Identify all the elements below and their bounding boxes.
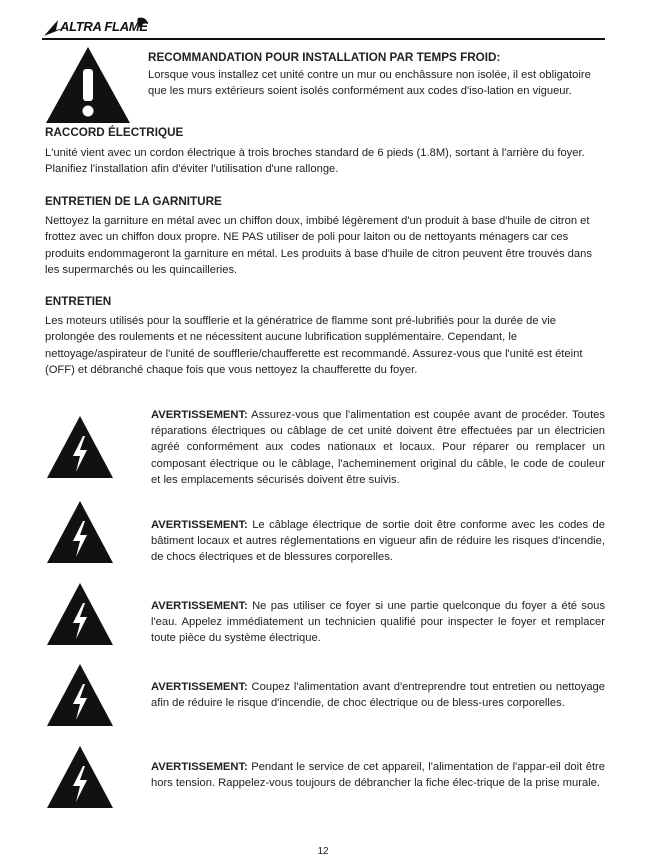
header-rule	[42, 38, 605, 40]
warning-1-text: Assurez-vous que l'alimentation est coupée avant de procéder. Toutes réparations électriques ou câblage de cet unité doivent être effectuées par un électricien agréé conformément aux codes nationaux et locaux. Pour réparer ou remplacer un composant électrique ou le câblage, l'acheminement original du câble, le code de couleur et les emplacements sécurisés doivent être suivis.	[151, 409, 605, 486]
electrical-body: L'unité vient avec un cordon électrique à trois broches standard de 6 pieds (1.8M), sortant à l'arrière du foyer. Planifiez l'installation afin d'éviter l'utilisation d'une rallonge.	[45, 147, 585, 176]
warning-5	[151, 759, 605, 791]
caution-icon	[44, 45, 132, 125]
warning-3-label: AVERTISSEMENT:	[151, 600, 248, 612]
electrical-title: RACCORD ÉLECTRIQUE	[45, 126, 184, 139]
maintenance-body: Les moteurs utilisés pour la soufflerie et la génératrice de flamme sont pré-lubrifiés pour la durée de vie prolongée des roulements et ne nécessitent aucune lubrification supplémentaire. Cependant, le nettoyage/aspirateur de l'unité de soufflerie/chaufferette est recommandé. Assurez-vous que l'unité est éteint (OFF) et débranché chaque fois que vous nettoyez la chaufferette du foyer.	[45, 315, 583, 376]
warning-1	[151, 407, 605, 488]
cold-weather-title: RECOMMANDATION POUR INSTALLATION PAR TEMPS FROID:	[148, 51, 501, 64]
warning-5-label: AVERTISSEMENT:	[151, 761, 248, 773]
warning-4	[151, 679, 605, 711]
electrical-warning-icon	[45, 662, 115, 728]
page-header	[42, 14, 605, 40]
warning-4-text: Coupez l'alimentation avant d'entreprendre tout entretien ou nettoyage afin de réduire le risque d'incendie, de choc électrique ou de bless-ures corporelles.	[151, 681, 606, 710]
cold-weather-body: Lorsque vous installez cet unité contre un mur ou enchâssure non isolée, il est obligatoire que les murs extérieurs soient isolés conformément aux codes d'iso-lation en vigueur.	[148, 69, 591, 97]
logo-text: ALTRA FLAME	[60, 19, 148, 34]
electrical-warning-icon	[45, 499, 115, 565]
warning-3	[151, 598, 605, 647]
page-number: 12	[317, 846, 329, 857]
warning-1-label: AVERTISSEMENT:	[151, 409, 248, 421]
maintenance-title: ENTRETIEN	[45, 295, 112, 308]
electrical-warning-icon	[45, 744, 115, 810]
brand-logo	[42, 14, 152, 38]
warning-3-text: Ne pas utiliser ce foyer si une partie quelconque du foyer a été sous l'eau. Appelez immédiatement un technicien qualifié pour inspecter le foyer et remplacer toute pièce du système électrique.	[151, 600, 605, 645]
warning-2-text: Le câblage électrique de sortie doit être conforme avec les codes de bâtiment locaux et autres réglementations en vigueur afin de réduire les risques d'incendie, de chocs électriques et de blessures corporelles.	[151, 519, 605, 564]
warning-4-label: AVERTISSEMENT:	[151, 681, 248, 693]
electrical-warning-icon	[45, 581, 115, 647]
warning-2	[151, 517, 605, 566]
warning-2-label: AVERTISSEMENT:	[151, 519, 248, 531]
trim-body: Nettoyez la garniture en métal avec un chiffon doux, imbibé légèrement d'un produit à base d'huile de citron et frottez avec un chiffon doux propre. NE PAS utiliser de poli pour laiton ou de nettoyants ménagers car ces produits endommageront la garniture en métal. Les produits à base d'huile de citron peuvent être trouvés dans les supermarchés ou les quincailleries.	[45, 215, 592, 276]
trim-title: ENTRETIEN DE LA GARNITURE	[45, 195, 222, 208]
electrical-warning-icon	[45, 414, 115, 480]
warning-5-text: Pendant le service de cet appareil, l'alimentation de l'appar-eil doit être hors tension. Rappelez-vous toujours de débrancher la fiche élec-trique de la prise murale.	[151, 761, 606, 790]
